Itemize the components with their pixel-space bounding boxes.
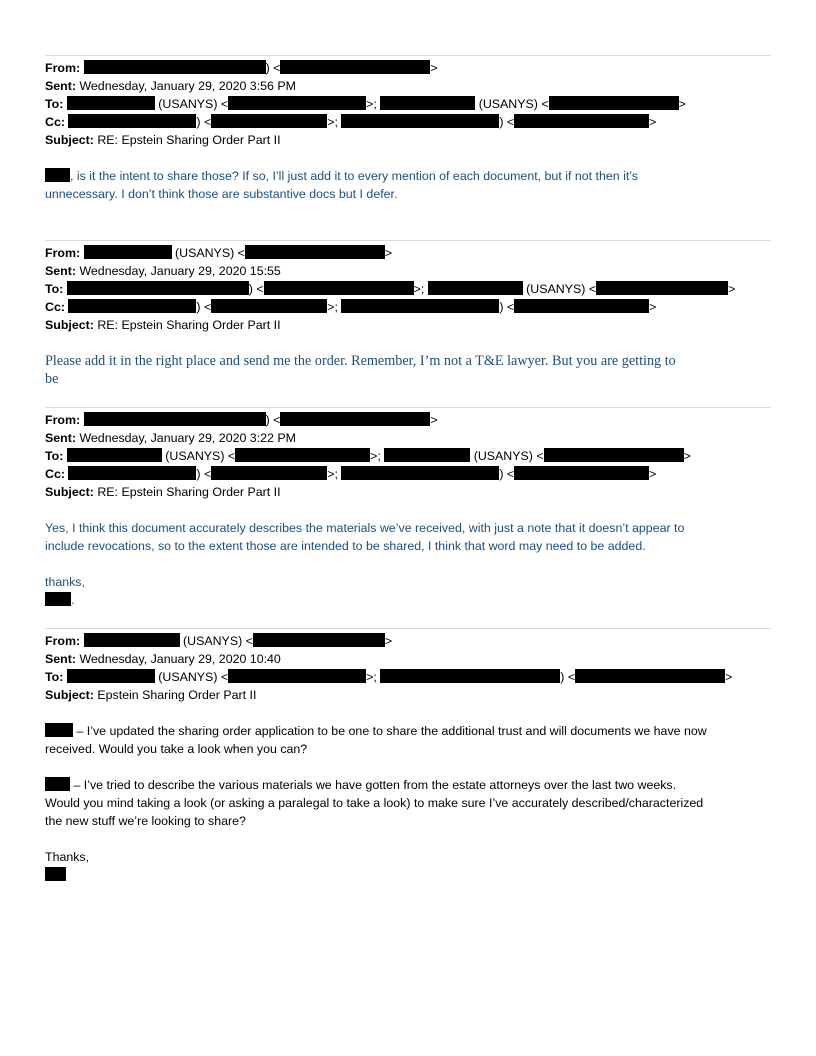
to-text: (USANYS) <: [470, 449, 544, 463]
sent-value: Wednesday, January 29, 2020 10:40: [79, 652, 281, 666]
subject-value: RE: Epstein Sharing Order Part II: [97, 133, 281, 147]
body-text: unnecessary. I don’t think those are substantive docs but I defer.: [45, 187, 398, 201]
redaction: [67, 281, 249, 295]
divider: [45, 628, 771, 629]
body-text: – I’ve tried to describe the various materials we have gotten from the estate attorneys over the last two weeks.: [70, 778, 677, 792]
cc-label: Cc:: [45, 115, 65, 129]
from-label: From:: [45, 634, 81, 648]
email4-body2-line: [45, 812, 246, 830]
sent-label: Sent:: [45, 431, 76, 445]
email1-sent-line: [45, 77, 296, 95]
redaction: [45, 592, 71, 606]
redaction: [45, 867, 66, 881]
from-text: ) <: [265, 413, 281, 427]
redaction: [211, 114, 327, 128]
subject-label: Subject:: [45, 688, 94, 702]
email4-to-line: [45, 668, 732, 686]
redaction: [514, 114, 649, 128]
email2-to-line: [45, 280, 735, 298]
body-text: Would you mind taking a look (or asking a paralegal to take a look) to make sure I’ve accurately described/characterized: [45, 796, 704, 810]
to-text: (USANYS) <: [161, 449, 236, 463]
divider: [45, 55, 771, 56]
email4-subject-line: [45, 686, 256, 704]
email2-body-line: [45, 370, 58, 388]
sent-label: Sent:: [45, 264, 76, 278]
from-label: From:: [45, 413, 81, 427]
email3-signature: [45, 591, 74, 609]
to-text: (USANYS) <: [522, 282, 597, 296]
email3-to-line: [45, 447, 691, 465]
redaction: [428, 281, 523, 295]
body-text: Yes, I think this document accurately describes the materials we’ve received, with just a note that it doesn’t appear to: [45, 521, 685, 535]
redaction: [45, 723, 73, 737]
sent-value: Wednesday, January 29, 2020 3:22 PM: [79, 431, 296, 445]
divider: [45, 407, 771, 408]
to-text: ) <: [248, 282, 264, 296]
redaction: [341, 299, 499, 313]
cc-text: >;: [327, 300, 342, 314]
redaction: [228, 96, 366, 110]
cc-label: Cc:: [45, 300, 65, 314]
redaction: [549, 96, 679, 110]
redaction: [280, 60, 430, 74]
email4-sent-line: [45, 650, 281, 668]
cc-text: ) <: [499, 115, 515, 129]
redaction: [264, 281, 414, 295]
email2-from-line: [45, 244, 392, 262]
redaction: [67, 448, 162, 462]
email4-body2-line: [45, 794, 703, 812]
to-text: >: [728, 282, 736, 296]
cc-text: >: [649, 300, 657, 314]
email3-sent-line: [45, 429, 296, 447]
cc-text: ) <: [196, 467, 212, 481]
cc-label: Cc:: [45, 467, 65, 481]
to-text: (USANYS) <: [475, 97, 549, 111]
email4-body-line: [45, 740, 307, 758]
redaction: [67, 96, 155, 110]
to-text: (USANYS) <: [154, 97, 229, 111]
email1-body-line: [45, 185, 397, 203]
to-label: To:: [45, 282, 64, 296]
email1-cc-line: [45, 113, 656, 131]
from-label: From:: [45, 246, 81, 260]
to-label: To:: [45, 449, 64, 463]
redaction: [84, 412, 266, 426]
subject-value: RE: Epstein Sharing Order Part II: [97, 318, 281, 332]
redaction: [514, 466, 649, 480]
redaction: [45, 777, 70, 791]
email1-subject-line: [45, 131, 281, 149]
body-text: received. Would you take a look when you can?: [45, 742, 308, 756]
sent-value: Wednesday, January 29, 2020 3:56 PM: [79, 79, 296, 93]
email1-body-line: [45, 167, 638, 185]
email4-signature: [45, 866, 66, 884]
redaction: [211, 299, 327, 313]
redaction: [514, 299, 649, 313]
email4-signoff: [45, 848, 89, 866]
redaction: [68, 299, 196, 313]
email4-body-line: [45, 722, 707, 740]
redaction: [280, 412, 430, 426]
email2-body-line: [45, 352, 676, 370]
redaction: [68, 114, 196, 128]
from-text: >: [384, 246, 393, 260]
email3-subject-line: [45, 483, 281, 501]
redaction: [596, 281, 728, 295]
redaction: [211, 466, 327, 480]
to-text: ) <: [560, 670, 576, 684]
redaction: [384, 448, 470, 462]
subject-value: RE: Epstein Sharing Order Part II: [97, 485, 281, 499]
cc-text: ) <: [499, 467, 515, 481]
redaction: [84, 245, 172, 259]
to-text: >: [683, 449, 691, 463]
from-text: >: [430, 61, 438, 75]
body-text: , is it the intent to share those? If so, I’ll just add it to every mention of each document, but if not then it’s: [70, 169, 638, 183]
email4-body2-line: [45, 776, 676, 794]
cc-text: >: [649, 467, 657, 481]
signoff-text: thanks,: [45, 575, 85, 589]
from-label: From:: [45, 61, 81, 75]
redaction: [341, 466, 499, 480]
cc-text: ) <: [196, 115, 212, 129]
to-text: >;: [413, 282, 428, 296]
redaction: [341, 114, 499, 128]
email2-subject-line: [45, 316, 281, 334]
redaction: [84, 60, 266, 74]
to-label: To:: [45, 97, 64, 111]
redaction: [253, 633, 385, 647]
redaction: [235, 448, 370, 462]
to-text: >;: [366, 670, 381, 684]
email1-from-line: [45, 59, 438, 77]
email3-from-line: [45, 411, 438, 429]
redaction: [544, 448, 684, 462]
from-text: >: [384, 634, 393, 648]
to-text: >: [678, 97, 686, 111]
email2-sent-line: [45, 262, 281, 280]
to-label: To:: [45, 670, 64, 684]
redaction: [228, 669, 366, 683]
cc-text: ) <: [196, 300, 212, 314]
cc-text: >: [649, 115, 657, 129]
sent-label: Sent:: [45, 79, 76, 93]
subject-value: Epstein Sharing Order Part II: [97, 688, 257, 702]
body-text: – I’ve updated the sharing order application to be one to share the additional trust and will documents we have now: [73, 724, 707, 738]
email2-cc-line: [45, 298, 656, 316]
to-text: >;: [366, 97, 381, 111]
redaction: [84, 633, 180, 647]
from-text: >: [430, 413, 438, 427]
redaction: [245, 245, 385, 259]
to-text: >;: [370, 449, 385, 463]
to-text: (USANYS) <: [154, 670, 229, 684]
redaction: [575, 669, 725, 683]
body-text: Please add it in the right place and send me the order. Remember, I’m not a T&E lawyer. But you are getting to: [45, 353, 676, 369]
from-text: ) <: [265, 61, 281, 75]
cc-text: >;: [327, 115, 342, 129]
from-text: (USANYS) <: [179, 634, 253, 648]
email3-body-line: [45, 537, 646, 555]
subject-label: Subject:: [45, 318, 94, 332]
divider: [45, 240, 771, 241]
signature-text: .: [71, 593, 75, 607]
redaction: [67, 669, 155, 683]
email3-signoff: [45, 573, 85, 591]
redaction: [380, 96, 475, 110]
email1-to-line: [45, 95, 686, 113]
redaction: [380, 669, 560, 683]
redaction: [68, 466, 196, 480]
from-text: (USANYS) <: [171, 246, 245, 260]
body-text: the new stuff we’re looking to share?: [45, 814, 246, 828]
to-text: >: [725, 670, 733, 684]
subject-label: Subject:: [45, 133, 94, 147]
signoff-text: Thanks,: [45, 850, 90, 864]
cc-text: ) <: [499, 300, 515, 314]
sent-label: Sent:: [45, 652, 76, 666]
subject-label: Subject:: [45, 485, 94, 499]
email3-body-line: [45, 519, 684, 537]
body-text: include revocations, so to the extent those are intended to be shared, I think that word may need to be added.: [45, 539, 646, 553]
body-text: be: [45, 371, 59, 387]
email4-from-line: [45, 632, 392, 650]
redaction: [45, 168, 70, 182]
cc-text: >;: [327, 467, 342, 481]
sent-value: Wednesday, January 29, 2020 15:55: [79, 264, 281, 278]
email3-cc-line: [45, 465, 656, 483]
